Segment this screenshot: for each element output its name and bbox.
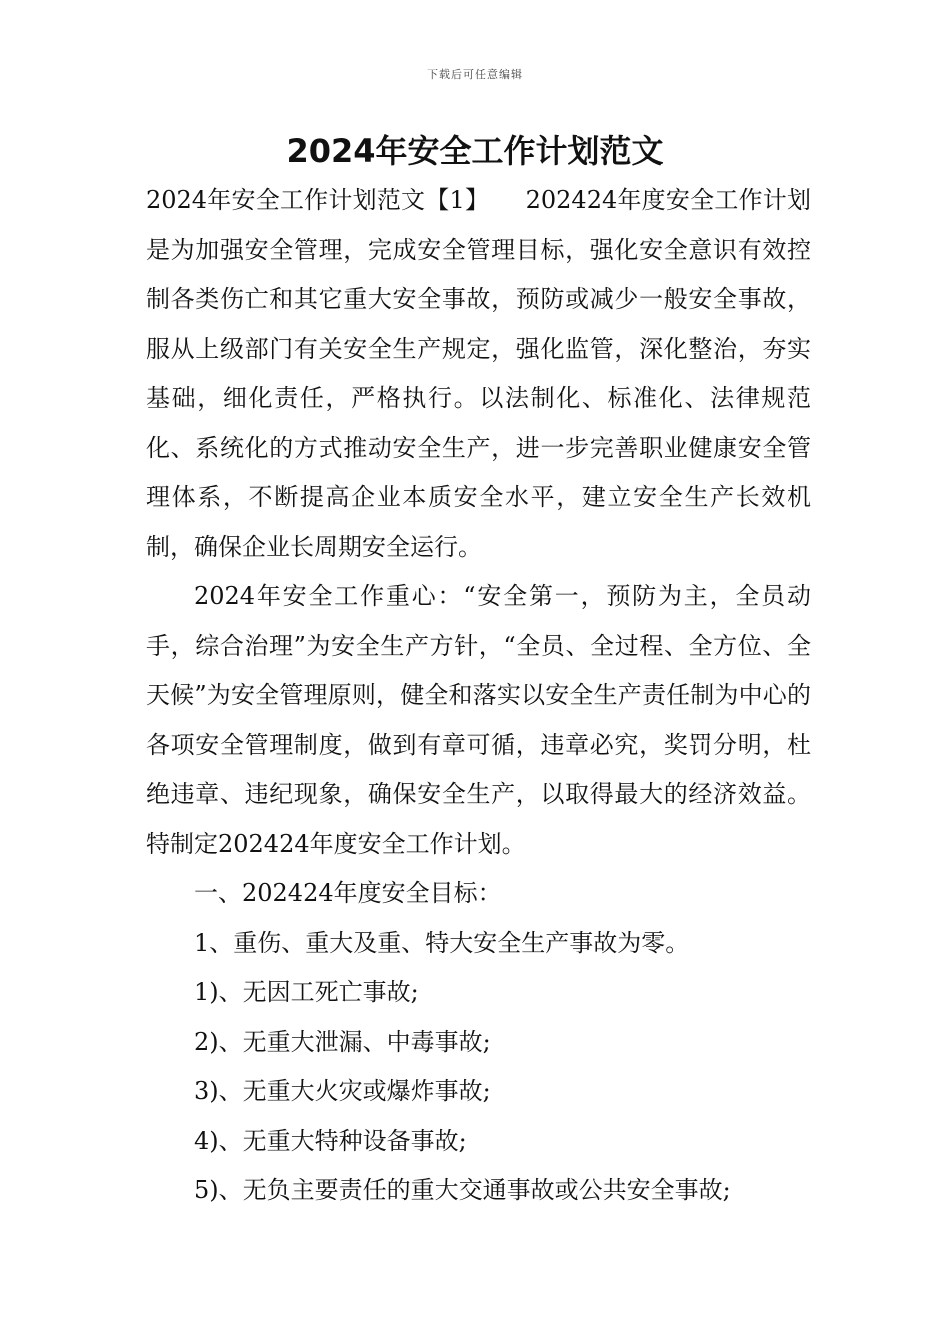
list-item: 1)、无因工死亡事故; xyxy=(194,978,419,1006)
list-item: 1、重伤、重大及重、特大安全生产事故为零。 xyxy=(194,928,690,957)
list-item: 4)、无重大特种设备事故; xyxy=(194,1126,467,1155)
document-body xyxy=(146,176,811,1216)
paragraph-focus: 2024年安全工作重心：“安全第一，预防为主，全员动手，综合治理”为安全生产方针，“全员、全过程、全方位、全天候”为安全管理原则，健全和落实以安全生产责任制为中心的各项安全管理制度，做到有章可循，违章必究，奖罚分明，杜绝违章、违纪现象，确保安全生产，以取得最大的经济效益。特制定202424年度安全工作计划。 xyxy=(146,582,811,858)
header-note: 下载后可任意编辑 xyxy=(427,68,523,81)
list-item: 3)、无重大火灾或爆炸事故; xyxy=(194,1077,491,1105)
list-item: 2)、无重大泄漏、中毒事故; xyxy=(194,1027,491,1056)
document-title: 2024年安全工作计划范文 xyxy=(286,132,664,170)
list-item: 一、202424年度安全目标： xyxy=(194,879,502,907)
list-item: 5)、无负主要责任的重大交通事故或公共安全事故; xyxy=(194,1176,731,1204)
paragraph-intro: 2024年安全工作计划范文【1】 202424年度安全工作计划是为加强安全管理，完成安全管理目标，强化安全意识有效控制各类伤亡和其它重大安全事故，预防或减少一般安全事故，服从上级部门有关安全生产规定，强化监管，深化整治，夯实基础，细化责任，严格执行。以法制化、标准化、法律规范化、系统化的方式推动安全生产，进一步完善职业健康安全管理体系，不断提高企业本质安全水平，建立安全生产长效机制，确保企业长周期安全运行。 xyxy=(146,186,811,561)
